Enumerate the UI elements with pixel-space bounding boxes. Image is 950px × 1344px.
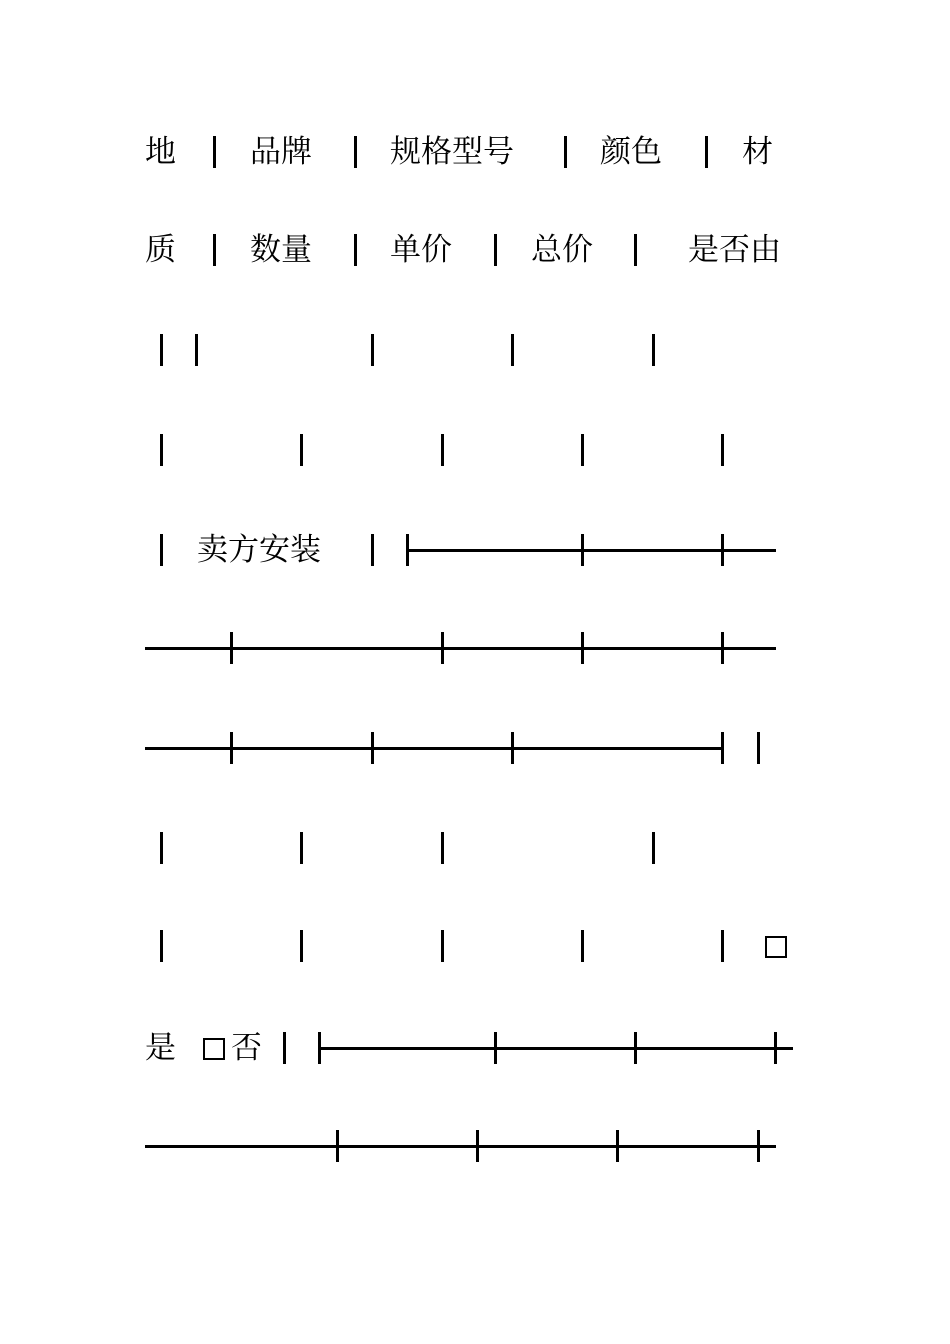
- column-separator: [195, 334, 198, 366]
- rule-junction: [441, 632, 444, 664]
- column-separator: [441, 434, 444, 466]
- column-separator: [581, 434, 584, 466]
- rule-junction: [721, 632, 724, 664]
- table-row-10: [0, 1018, 950, 1078]
- no-label: 否: [231, 1030, 262, 1066]
- rule-junction: [371, 732, 374, 764]
- column-separator: [300, 434, 303, 466]
- column-separator: [652, 334, 655, 366]
- rule-junction: [616, 1130, 619, 1162]
- column-separator: [564, 136, 567, 168]
- table-border-row-8: [0, 818, 950, 878]
- table-rule-row-7: [0, 718, 950, 778]
- table-row-5: [0, 520, 950, 580]
- column-separator: [757, 732, 760, 764]
- column-separator: [160, 534, 163, 566]
- column-separator: [354, 234, 357, 266]
- column-separator: [160, 930, 163, 962]
- horizontal-rule: [318, 1047, 793, 1050]
- header-material-part1: 材: [742, 134, 773, 170]
- table-header-row-2: [0, 220, 950, 280]
- column-separator: [652, 832, 655, 864]
- seller-install-label: 卖方安装: [197, 532, 321, 568]
- column-separator: [371, 534, 374, 566]
- column-separator: [354, 136, 357, 168]
- horizontal-rule: [145, 647, 776, 650]
- column-separator: [441, 930, 444, 962]
- column-separator: [705, 136, 708, 168]
- header-total-price: 总价: [531, 232, 593, 268]
- table-border-row-3: [0, 320, 950, 380]
- column-separator: [300, 930, 303, 962]
- column-separator: [371, 334, 374, 366]
- column-separator: [634, 234, 637, 266]
- column-separator: [441, 832, 444, 864]
- column-separator: [511, 334, 514, 366]
- rule-junction: [476, 1130, 479, 1162]
- table-header-row-1: [0, 122, 950, 182]
- rule-junction: [721, 732, 724, 764]
- column-separator: [581, 930, 584, 962]
- column-separator: [300, 832, 303, 864]
- column-separator: [721, 434, 724, 466]
- column-separator: [160, 434, 163, 466]
- column-separator: [213, 234, 216, 266]
- rule-junction: [774, 1032, 777, 1064]
- rule-junction: [634, 1032, 637, 1064]
- header-installed-by: 是否由: [688, 232, 781, 268]
- horizontal-rule: [145, 1145, 776, 1148]
- column-separator: [494, 234, 497, 266]
- table-border-row-9: [0, 916, 950, 976]
- column-separator: [160, 334, 163, 366]
- table-rule-row-11: [0, 1116, 950, 1176]
- header-quantity: 数量: [250, 232, 312, 268]
- rule-junction: [757, 1130, 760, 1162]
- header-spec-model: 规格型号: [390, 134, 514, 170]
- column-separator: [160, 832, 163, 864]
- column-separator: [283, 1032, 286, 1064]
- rule-junction: [721, 534, 724, 566]
- rule-junction: [230, 632, 233, 664]
- header-origin-cell-text: 地: [145, 134, 176, 170]
- rule-junction: [581, 534, 584, 566]
- no-checkbox[interactable]: [203, 1038, 225, 1060]
- header-material-part2: 质: [145, 232, 176, 268]
- rule-junction: [581, 632, 584, 664]
- rule-junction: [511, 732, 514, 764]
- table-border-row-4: [0, 420, 950, 480]
- column-separator: [721, 930, 724, 962]
- rule-junction: [230, 732, 233, 764]
- rule-junction: [336, 1130, 339, 1162]
- header-brand: 品牌: [250, 134, 312, 170]
- header-unit-price: 单价: [390, 232, 452, 268]
- rule-junction: [494, 1032, 497, 1064]
- column-separator: [213, 136, 216, 168]
- yes-checkbox[interactable]: [765, 936, 787, 958]
- yes-label: 是: [145, 1030, 176, 1066]
- header-color: 颜色: [600, 134, 662, 170]
- table-rule-row-6: [0, 618, 950, 678]
